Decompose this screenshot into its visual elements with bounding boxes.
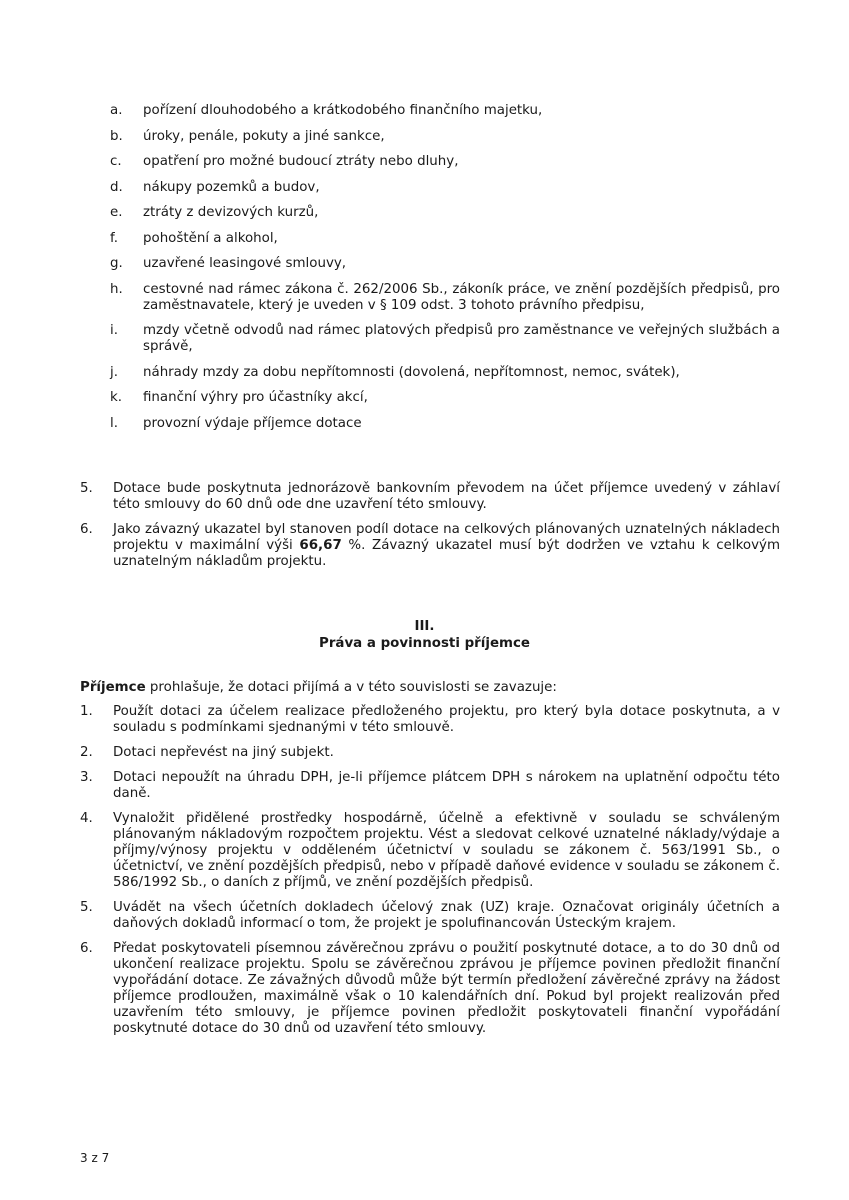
list-marker: 3.	[80, 770, 93, 785]
list-item-text: finanční výhry pro účastníky akcí,	[143, 390, 368, 405]
list-item	[110, 180, 780, 196]
page-number: 3 z 7	[80, 1151, 110, 1165]
list-marker: 4.	[80, 811, 93, 826]
list-item	[110, 154, 780, 170]
list-item-text: Vynaložit přidělené prostředky hospodárně, účelně a efektivně v souladu se schváleným plánovaným nákladovým rozpočtem projektu. Vést a sledovat celkové uznatelné náklady/výdaje a příjmy/výnosy projektu v odděleném účetnictví v souladu se zákonem č. 563/1991 Sb., o účetnictví, ve znění pozdějších předpisů, nebo v případě daňové evidence v souladu se zákonem č. 586/1992 Sb., o daních z příjmů, ve znění pozdějších předpisů.	[113, 811, 780, 890]
section-number: III.	[414, 619, 435, 634]
list-item-text: Uvádět na všech účetních dokladech účelový znak (UZ) kraje. Označovat originály účetních a daňových dokladů informací o tom, že projekt je spolufinancován Ústeckým krajem.	[113, 900, 780, 931]
list-marker: f.	[110, 230, 118, 246]
bold-percentage: 66,67	[299, 538, 342, 553]
list-item	[80, 481, 780, 513]
list-item	[110, 256, 780, 272]
section-title: Práva a povinnosti příjemce	[319, 636, 530, 651]
list-item-text: opatření pro možné budoucí ztráty nebo dluhy,	[143, 154, 459, 169]
list-marker: a.	[110, 103, 123, 118]
list-item	[80, 745, 780, 761]
list-marker: d.	[110, 179, 123, 195]
list-item-text: úroky, penále, pokuty a jiné sankce,	[143, 128, 385, 144]
list-item-text	[113, 522, 780, 570]
list-marker: 5.	[80, 481, 93, 496]
list-item-text: provozní výdaje příjemce dotace	[143, 415, 362, 431]
section-intro	[80, 680, 780, 696]
list-item-text: ztráty z devizových kurzů,	[143, 205, 319, 220]
list-item-text: cestovné nad rámec zákona č. 262/2006 Sb., zákoník práce, ve znění pozdějších předpisů, pro zaměstnavatele, který je uveden v § 109 odst. 3 tohoto právního předpisu,	[143, 281, 780, 313]
list-item-text: náhrady mzdy za dobu nepřítomnosti (dovolená, nepřítomnost, nemoc, svátek),	[143, 364, 680, 380]
section-ii-list	[80, 481, 780, 579]
list-marker: h.	[110, 281, 123, 297]
list-item-text: Dotaci nepoužít na úhradu DPH, je-li příjemce plátcem DPH s nárokem na uplatnění odpočtu této daně.	[113, 770, 780, 801]
list-marker: b.	[110, 128, 123, 144]
list-marker: k.	[110, 390, 123, 405]
list-item	[80, 704, 780, 736]
list-item-text: Dotace bude poskytnuta jednorázově bankovním převodem na účet příjemce uvedený v záhlaví této smlouvy do 60 dnů ode dne uzavření této smlouvy.	[113, 481, 780, 512]
list-item-text: pohoštění a alkohol,	[143, 230, 278, 246]
list-item	[80, 770, 780, 802]
list-item	[110, 323, 780, 355]
list-marker: 6.	[80, 941, 93, 956]
list-item	[110, 205, 780, 221]
list-item-text: mzdy včetně odvodů nad rámec platových předpisů pro zaměstnance ve veřejných službách a správě,	[143, 323, 780, 354]
list-marker: e.	[110, 205, 123, 220]
list-item	[110, 282, 780, 314]
list-item	[110, 416, 780, 432]
list-item	[80, 811, 780, 891]
list-item-text: pořízení dlouhodobého a krátkodobého finančního majetku,	[143, 103, 543, 118]
intro-bold: Příjemce	[80, 680, 146, 695]
list-marker: 2.	[80, 745, 93, 760]
list-marker: i.	[110, 323, 118, 338]
list-item	[110, 365, 780, 381]
list-marker: 5.	[80, 900, 93, 915]
list-item	[110, 231, 780, 247]
list-item-text: Dotaci nepřevést na jiný subjekt.	[113, 745, 334, 760]
list-item	[80, 900, 780, 932]
list-item	[110, 129, 780, 145]
list-item-text: nákupy pozemků a budov,	[143, 179, 320, 195]
list-item	[80, 941, 780, 1037]
text-before: Jako závazný ukazatel byl stanoven podíl dotace na celkových plánovaných uznatelných nákladech projektu v maximální výši	[113, 522, 780, 553]
list-item-text: Předat poskytovateli písemnou závěrečnou zprávu o použití poskytnuté dotace, a to do 30 dnů od ukončení realizace projektu. Spolu se závěrečnou zprávou je příjemce povinen předložit finanční vypořádání dotace. Ze závažných důvodů může být termín předložení závěrečné zprávy na žádost příjemce prodloužen, maximálně však o 10 kalendářních dní. Pokud byl projekt realizován před uzavřením této smlouvy, je příjemce povinen předložit poskytovateli finanční vypořádání poskytnuté dotace do 30 dnů od uzavření této smlouvy.	[113, 941, 780, 1036]
list-marker: 6.	[80, 522, 93, 537]
list-item	[80, 522, 780, 570]
list-item	[110, 390, 780, 406]
list-marker: c.	[110, 154, 122, 169]
intro-text: prohlašuje, že dotaci přijímá a v této souvislosti se zavazuje:	[145, 680, 557, 695]
list-item	[110, 103, 780, 119]
section-iii-list	[80, 704, 780, 1046]
list-item-text: uzavřené leasingové smlouvy,	[143, 256, 347, 271]
list-marker: 1.	[80, 704, 93, 719]
list-marker: j.	[110, 364, 118, 380]
list-marker: g.	[110, 256, 123, 271]
text-after: %. Závazný ukazatel musí být dodržen ve vztahu k celkovým uznatelným nákladům projektu.	[113, 538, 780, 569]
list-item-text: Použít dotaci za účelem realizace předloženého projektu, pro který byla dotace poskytnuta, a v souladu s podmínkami sjednanými v této smlouvě.	[113, 704, 780, 735]
ineligible-costs-list	[110, 103, 780, 441]
list-marker: l.	[110, 415, 118, 431]
